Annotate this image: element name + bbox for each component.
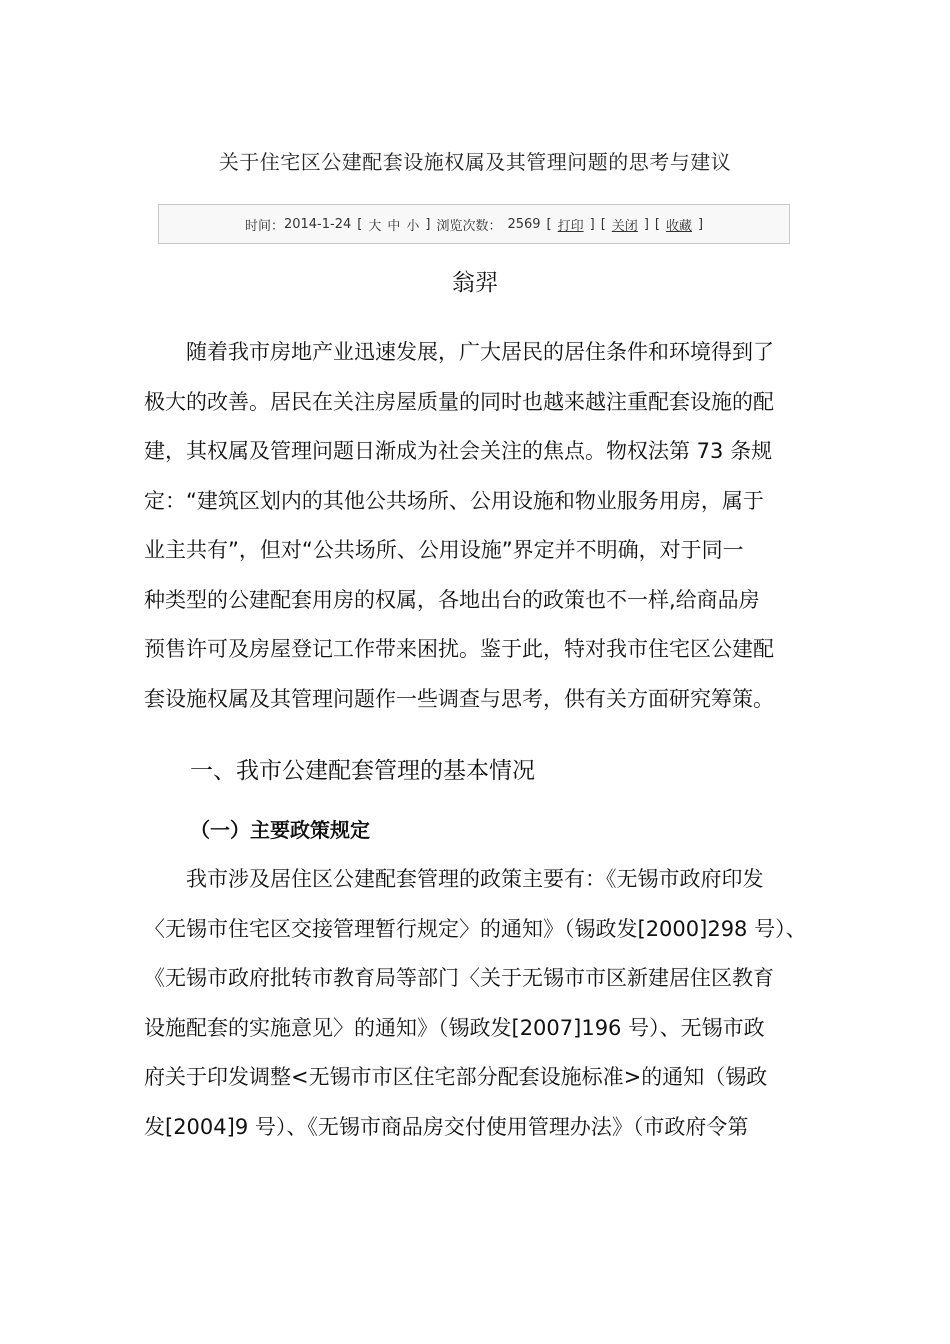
paragraph-line: 业主共有”，但对“公共场所、公用设施”界定并不明确，对于同一 bbox=[144, 538, 744, 562]
font-size-medium-button[interactable]: 中 bbox=[387, 218, 401, 234]
policy-paragraph bbox=[144, 855, 810, 1152]
time-label: 时间： bbox=[244, 218, 284, 234]
views-count: 2569 bbox=[507, 216, 541, 232]
close-bracket-close: ] bbox=[643, 216, 649, 232]
paragraph-line: 预售许可及房屋登记工作带来困扰。鉴于此，特对我市住宅区公建配 bbox=[144, 637, 774, 661]
paragraph-line: 随着我市房地产业迅速发展，广大居民的居住条件和环境得到了 bbox=[144, 340, 774, 364]
article-meta-bar bbox=[158, 204, 790, 244]
paragraph-line: 《无锡市政府批转市教育局等部门〈关于无锡市市区新建居住区教育 bbox=[144, 966, 774, 990]
article-title: 关于住宅区公建配套设施权属及其管理问题的思考与建议 bbox=[218, 150, 732, 174]
subsection-heading: （一）主要政策规定 bbox=[190, 818, 370, 842]
author-name: 翁羿 bbox=[452, 270, 498, 296]
publish-date: 2014-1-24 bbox=[283, 216, 352, 232]
paragraph-line: 〈无锡市住宅区交接管理暂行规定〉的通知》（锡政发[2000]298 号）、 bbox=[144, 916, 807, 941]
print-bracket-open: [ bbox=[546, 216, 552, 232]
favorite-bracket-close: ] bbox=[697, 216, 704, 232]
paragraph-line: 极大的改善。居民在关注房屋质量的同时也越来越注重配套设施的配 bbox=[144, 389, 774, 414]
paragraph-line: 我市涉及居住区公建配套管理的政策主要有：《无锡市政府印发 bbox=[144, 867, 764, 891]
close-link[interactable]: 关闭 bbox=[611, 218, 638, 234]
size-bracket-open: [ bbox=[357, 216, 363, 232]
favorite-link[interactable]: 收藏 bbox=[665, 218, 692, 234]
paragraph-line: 建，其权属及管理问题日渐成为社会关注的焦点。物权法第 73 条规 bbox=[144, 439, 773, 463]
views-label: 浏览次数： bbox=[436, 218, 502, 234]
section-heading: 一、我市公建配套管理的基本情况 bbox=[190, 758, 535, 784]
intro-paragraph bbox=[144, 328, 810, 724]
paragraph-line: 设施配套的实施意见〉的通知》（锡政发[2007]196 号）、无锡市政 bbox=[144, 1015, 765, 1040]
font-size-small-button[interactable]: 小 bbox=[406, 218, 420, 234]
paragraph-line: 府关于印发调整<无锡市市区住宅部分配套设施标准>的通知（锡政 bbox=[144, 1065, 768, 1089]
favorite-bracket-open: [ bbox=[654, 216, 660, 232]
size-bracket-close: ] bbox=[425, 216, 431, 232]
print-link[interactable]: 打印 bbox=[557, 218, 584, 234]
paragraph-line: 定：“建筑区划内的其他公共场所、公用设施和物业服务用房，属于 bbox=[144, 488, 764, 513]
print-bracket-close: ] bbox=[589, 216, 595, 232]
font-size-large-button[interactable]: 大 bbox=[368, 218, 382, 234]
close-bracket-open: [ bbox=[600, 216, 606, 232]
paragraph-line: 发[2004]9 号）、《无锡市商品房交付使用管理办法》（市政府令第 bbox=[144, 1114, 749, 1139]
paragraph-line: 套设施权属及其管理问题作一些调查与思考，供有关方面研究筹策。 bbox=[144, 686, 774, 711]
paragraph-line: 种类型的公建配套用房的权属，各地出台的政策也不一样,给商品房 bbox=[144, 587, 760, 612]
